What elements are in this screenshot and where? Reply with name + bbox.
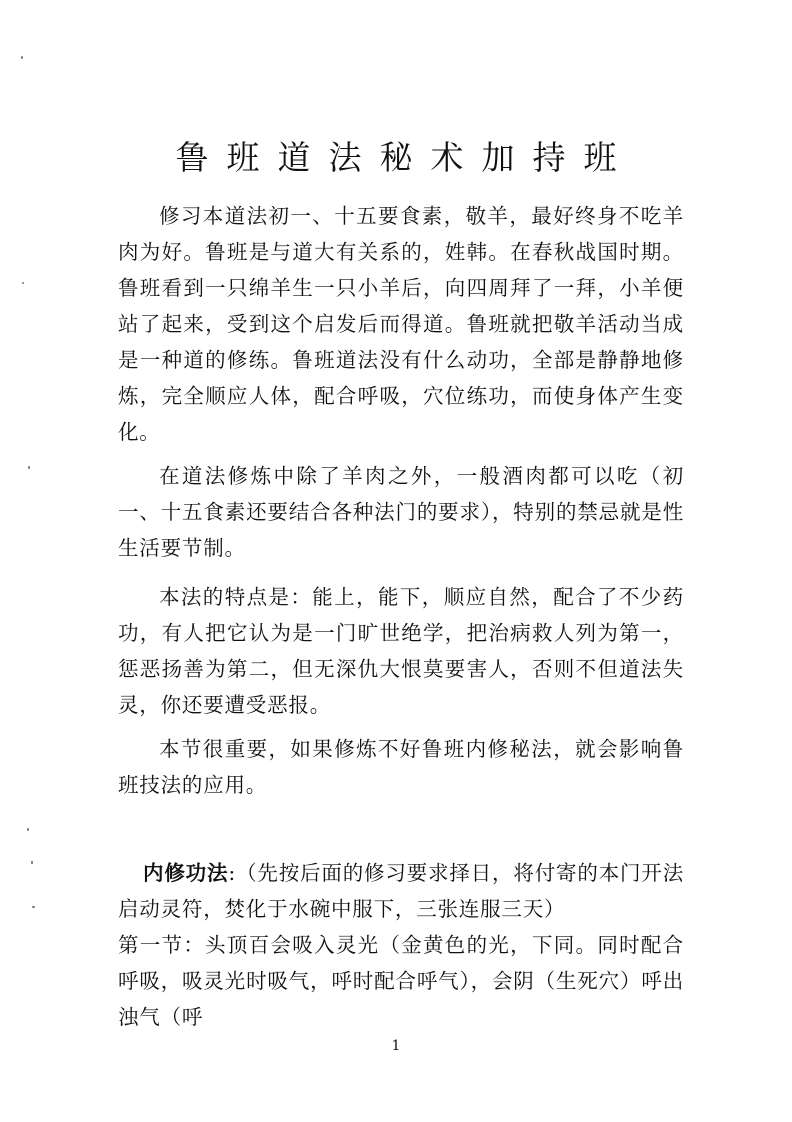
document-title: 鲁班道法秘术加持班 (175, 138, 635, 177)
body-paragraph: 本法的特点是：能上，能下，顺应自然，配合了不少药功，有人把它认为是一门旷世绝学，把治病救人列为第一，惩恶扬善为第二，但无深仇大恨莫要害人，否则不但道法失灵，你还要遭受恶报。 (118, 585, 684, 717)
section-one-paragraph: 第一节：头顶百会吸入灵光（金黄色的光，下同。同时配合呼吸，吸灵光时吸气，呼时配合呼气），会阴（生死穴）呼出浊气（呼 (118, 933, 684, 1029)
inner-method-text: :（先按后面的修习要求择日，将付寄的本门开法启动灵符，焚化于水碗中服下，三张连服三天） (118, 861, 684, 921)
body-paragraph: 在道法修炼中除了羊肉之外，一般酒肉都可以吃（初一、十五食素还要结合各种法门的要求），特别的禁忌就是性生活要节制。 (118, 464, 684, 560)
scan-speck (31, 861, 33, 864)
scan-speck (22, 282, 24, 284)
body-paragraph: 修习本道法初一、十五要食素，敬羊，最好终身不吃羊肉为好。鲁班是与道大有关系的，姓韩。在春秋战国时期。鲁班看到一只绵羊生一只小羊后，向四周拜了一拜，小羊便站了起来，受到这个启发后而得道。鲁班就把敬羊活动当成是一种道的修练。鲁班道法没有什么动功，全部是静静地修炼，完全顺应人体，配合呼吸，穴位练功，而使身体产生变化。 (118, 204, 684, 444)
scan-speck (21, 56, 23, 59)
inner-method-label: 内修功法 (143, 861, 229, 885)
scan-speck (32, 906, 35, 908)
document-body (118, 198, 684, 1035)
scan-speck (27, 828, 29, 831)
page-number: 1 (391, 1038, 401, 1054)
scan-speck (28, 466, 30, 469)
inner-method-paragraph (118, 855, 684, 927)
body-paragraph: 本节很重要，如果修炼不好鲁班内修秘法，就会影响鲁班技法的应用。 (118, 737, 684, 797)
